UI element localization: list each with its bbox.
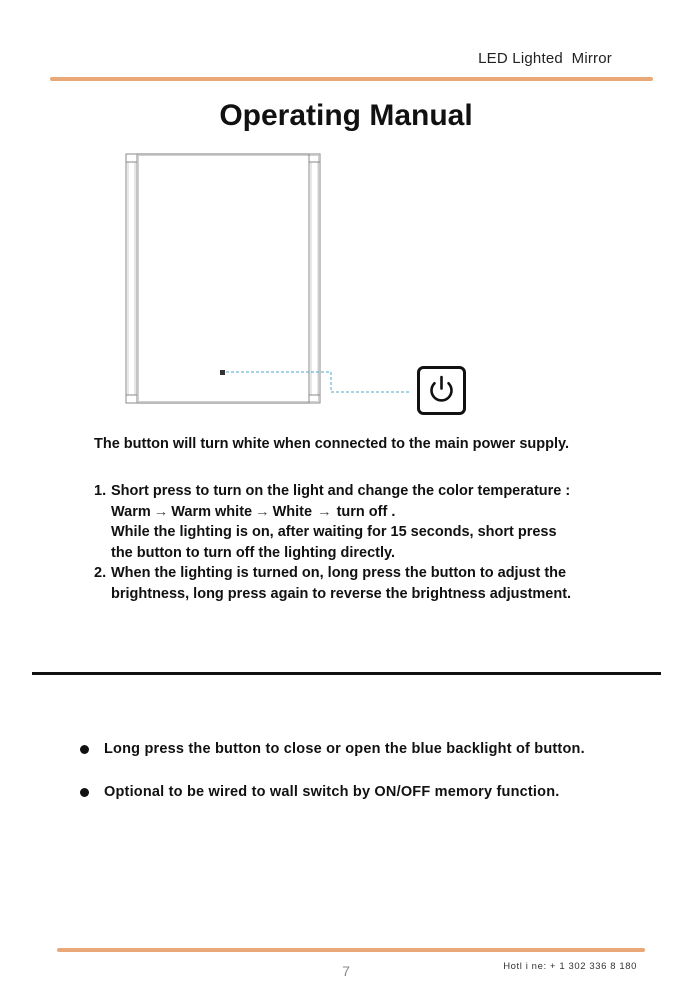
bullet-item — [80, 781, 585, 803]
footer-divider — [57, 948, 645, 952]
arrow-right-icon: → — [255, 503, 270, 520]
mirror-illustration — [126, 154, 320, 403]
instruction-item — [94, 481, 654, 563]
page-number: 7 — [342, 963, 350, 979]
bullet-icon — [80, 745, 89, 754]
touch-sensor-dot — [220, 370, 225, 375]
bullet-text: Long press the button to close or open the blue backlight of button. — [104, 741, 585, 757]
power-supply-note: The button will turn white when connected to the main power supply. — [94, 436, 570, 452]
power-icon — [419, 368, 465, 414]
instruction-number: 2. — [94, 565, 107, 581]
instruction-list — [94, 481, 654, 604]
instruction-number: 1. — [94, 483, 107, 499]
feature-bullet-list — [80, 738, 585, 824]
mirror-diagram — [120, 150, 480, 420]
sequence-step: Warm white — [171, 503, 253, 520]
sequence-step: Warm — [111, 503, 151, 520]
instruction-text: brightness, long press again to reverse the brightness adjustment. — [111, 585, 572, 602]
section-divider — [32, 672, 661, 675]
instruction-item — [94, 563, 654, 604]
color-sequence — [111, 502, 570, 523]
sequence-step: turn off . — [336, 503, 396, 520]
instruction-text: When the lighting is turned on, long press the button to adjust the — [111, 565, 567, 581]
instruction-text: While the lighting is on, after waiting for 15 seconds, short press — [111, 524, 557, 540]
header-divider — [50, 77, 653, 81]
arrow-right-icon: → — [317, 503, 332, 520]
hotline-text: Hotl i ne: + 1 302 336 8 180 — [503, 961, 637, 972]
instruction-text: the button to turn off the lighting directly. — [111, 544, 396, 561]
header-title: LED Lighted Mirror — [478, 50, 612, 67]
bullet-icon — [80, 788, 89, 797]
sequence-step: White — [272, 503, 313, 520]
bullet-text: Optional to be wired to wall switch by ON/OFF memory function. — [104, 784, 560, 800]
page-title: Operating Manual — [219, 99, 473, 132]
instruction-text: Short press to turn on the light and change the color temperature : — [111, 483, 571, 499]
arrow-right-icon: → — [153, 503, 169, 520]
bullet-item — [80, 738, 585, 760]
